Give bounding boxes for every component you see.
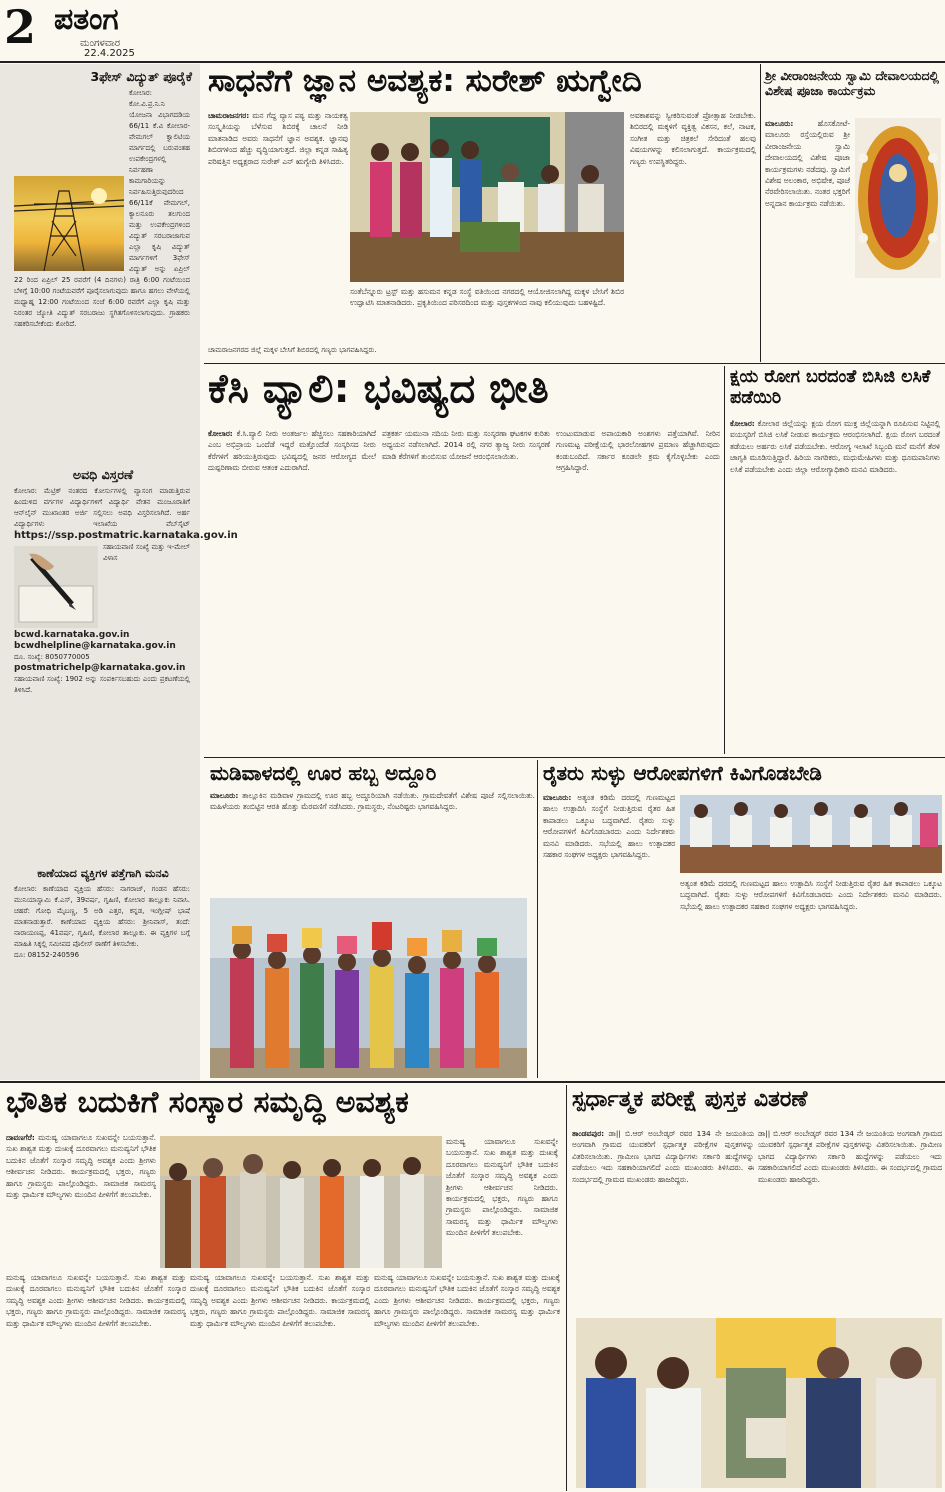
section-rule — [204, 757, 945, 758]
power-headline: 3ಫೇಸ್ ವಿದ್ಯುತ್ ಪೂರೈಕೆ — [90, 69, 192, 84]
books-col-2 — [758, 1128, 942, 1314]
deadline-phone: ದೂ. ಸಂಖ್ಯೆ: 8050770005 — [14, 653, 90, 661]
kc-col-2 — [382, 428, 550, 753]
kc-col-3 — [556, 428, 720, 753]
madivala-text: ತಾಲ್ಲೂಕಿನ ಮಡಿವಾಳ ಗ್ರಾಮದಲ್ಲಿ ಊರ ಹಬ್ಬ ಅದ್ದೂರಿಯಾಗಿ ನಡೆಯಿತು. ಗ್ರಾಮದೇವತೆಗೆ ವಿಶೇಷ ಪೂಜೆ ಸಲ್ಲಿಸಲಾಯಿತು. ಮಹಿಳೆಯರು ತಂಬಿಟ್ಟಿನ ಆರತಿ ಹೊತ್ತು ಮೆರವಣಿಗೆ ನಡೆಸಿದರು. ಗ್ರಾಮಸ್ಥರು, ನೆಂಟರಿಷ್ಟರು ಭಾಗವಹಿಸಿದ್ದರು. — [210, 791, 536, 812]
madivala-body — [210, 790, 535, 894]
farmers-col-1 — [543, 792, 675, 1077]
values-headline: ಭೌತಿಕ ಬದುಕಿಗೆ ಸಂಸ್ಕಾರ ಸಮೃದ್ಧಿ ಅವಶ್ಯಕ — [6, 1085, 409, 1120]
values-col-5 — [374, 1272, 560, 1487]
deadline-text-2: ಸಹಾಯವಾಣಿ ಸಂಖ್ಯೆ ಮತ್ತು ಇ-ಮೇಲ್ ವಿಳಾಸ — [103, 543, 190, 562]
deadline-text-3: ಸಹಾಯವಾಣಿ ಸಂಖ್ಯೆ: 1902 ಅನ್ನು ಸಂಪರ್ಕಿಸಬಹುದು ಎಂದು ಪ್ರಕಟಣೆಯಲ್ಲಿ ತಿಳಿಸಿದೆ. — [14, 675, 190, 694]
lead-photo — [350, 112, 624, 282]
lead-col-1 — [208, 110, 348, 360]
power-body — [14, 88, 190, 463]
farmers-col-2 — [680, 878, 942, 1078]
values-dateline: ದಾವಣಗೆರೆ: — [6, 1133, 35, 1142]
lead-col-2 — [350, 286, 624, 346]
lead-col1-text: ಮನ ಗೆದ್ದ ವ್ಯಾಸ ಪಠ್ಯ ಮತ್ತು ನಾಯಕತ್ವ ಸಂಸ್ಕೃತಿಯನ್ನು ಬೆಳೆಸುವ ಶಿಬಿರಕ್ಕೆ ಚಾಲನೆ ನೀಡಿ ಮಾತನಾಡಿದ ಅವರು ಸಾಧನೆಗೆ ಜ್ಞಾನ ಅವಶ್ಯಕ. ಜ್ಞಾನವು ಶಿಬಿರಗಳಿಂದ ಹೆಚ್ಚು ವೃದ್ಧಿಯಾಗುತ್ತದೆ. ಜಿಲ್ಲಾ ಕನ್ನಡ ಸಾಹಿತ್ಯ ಪರಿಷತ್ತಿನ ಅಧ್ಯಕ್ಷರಾದ ಸುರೇಶ್ ಎನ್ ಋಗ್ವೇದಿ ತಿಳಿಸಿದರು. — [208, 111, 348, 166]
madivala-dateline: ಮಾಲೂರು: — [210, 791, 239, 800]
masthead-date: 22.4.2025 — [84, 48, 135, 59]
kc-col1-text: ಕೆ.ಸಿ.ವ್ಯಾಲಿ ನೀರು ಅಂತರ್ಜಲ ಹೆಚ್ಚಿಸಲು ಸಹಕಾರಿಯಾಗಿದೆ ಎಂಬ ಅಭಿಪ್ರಾಯ ಒಂದೆಡೆ ಇದ್ದರೆ ಮತ್ತೊಂದೆಡೆ ಸಂಸ್ಕರಿಸದ ನೀರು ಕೆರೆಗಳಿಗೆ ಹರಿಯುತ್ತಿರುವುದು ಭವಿಷ್ಯದಲ್ಲಿ ಜನರ ಆರೋಗ್ಯದ ಮೇಲೆ ದುಷ್ಪರಿಣಾಮ ಬೀರುವ ಆತಂಕ ಎದುರಾಗಿದೆ. — [208, 429, 376, 473]
lead-col3-text: ಅವಕಾಶವನ್ನು ಸ್ವೀಕರಿಸುವಂತೆ ಪ್ರೋತ್ಸಾಹ ನೀಡಬೇಕು. ಶಿಬಿರದಲ್ಲಿ ಮಕ್ಕಳಿಗೆ ವ್ಯಕ್ತಿತ್ವ ವಿಕಸನ, ಕಲೆ, ನಾಟಕ, ಸಂಗೀತ ಮತ್ತು ಚಿತ್ರಕಲೆ ಸೇರಿದಂತೆ ಹಲವು ವಿಷಯಗಳನ್ನು ಕಲಿಸಲಾಗುತ್ತದೆ. ಕಾರ್ಯಕ್ರಮದಲ್ಲಿ ಗಣ್ಯರು ಉಪಸ್ಥಿತರಿದ್ದರು. — [630, 111, 756, 166]
farmers-text-2: ಅತ್ಯಂತ ಕಡಿಮೆ ದರದಲ್ಲಿ ಗುಣಮಟ್ಟದ ಹಾಲು ಉತ್ಪಾದಿಸಿ ಸಂಸ್ಥೆಗೆ ನೀಡುತ್ತಿರುವ ರೈತರ ಹಿತ ಕಾಪಾಡಲು ಒಕ್ಕೂಟ ಬದ್ಧವಾಗಿದೆ. ರೈತರು ಸುಳ್ಳು ಆರೋಪಗಳಿಗೆ ಕಿವಿಗೊಡಬಾರದು ಎಂದು ನಿರ್ದೇಶಕರು ಮನವಿ ಮಾಡಿದರು. ಸಭೆಯಲ್ಲಿ ಹಾಲು ಉತ್ಪಾದಕರ ಸಹಕಾರ ಸಂಘಗಳ ಅಧ್ಯಕ್ಷರು ಭಾಗವಹಿಸಿದ್ದರು. — [680, 879, 942, 911]
missing-headline: ಕಾಣೆಯಾದ ವ್ಯಕ್ತಿಗಳ ಪತ್ತೆಗಾಗಿ ಮನವಿ — [37, 867, 169, 880]
books-col-1 — [572, 1128, 754, 1314]
section-rule — [204, 363, 945, 364]
values-text-4: ಮನುಷ್ಯ ಯಾವಾಗಲೂ ಸುಖವನ್ನೇ ಬಯಸುತ್ತಾನೆ. ಸುಖ ಶಾಶ್ವತ ಮತ್ತು ದುಃಖಕ್ಕೆ ದೂರವಾಗಲು ಮನುಷ್ಯನಿಗೆ ಭೌತಿಕ ಬದುಕಿನ ಜೊತೆಗೆ ಸಂಸ್ಕಾರ ಸಮೃದ್ಧಿ ಅವಶ್ಯಕ ಎಂದು ಶ್ರೀಗಳು ಆಶೀರ್ವಚನ ನೀಡಿದರು. ಕಾರ್ಯಕ್ರಮದಲ್ಲಿ ಭಕ್ತರು, ಗಣ್ಯರು ಹಾಗೂ ಗ್ರಾಮಸ್ಥರು ಪಾಲ್ಗೊಂಡಿದ್ದರು. ಸಾಮಾಜಿಕ ಸಾಮರಸ್ಯ ಮತ್ತು ಧಾರ್ಮಿಕ ಮೌಲ್ಯಗಳು ಮುಂದಿನ ಪೀಳಿಗೆಗೆ ತಲುಪಬೇಕು. — [190, 1273, 370, 1328]
kc-headline: ಕೆಸಿ ವ್ಯಾಲಿ: ಭವಿಷ್ಯದ ಭೀತಿ — [208, 366, 549, 412]
missing-body — [14, 884, 190, 1074]
pen-photo — [14, 546, 98, 628]
tb-dateline: ಕೋಲಾರ: — [730, 419, 755, 428]
madivala-headline: ಮಡಿವಾಳದಲ್ಲಿ ಊರ ಹಬ್ಬ ಅದ್ದೂರಿ — [210, 761, 437, 785]
deadline-url-2[interactable]: bcwd.karnataka.gov.in — [14, 630, 130, 640]
missing-text: ಕೋಲಾರ: ಕಾಣೆಯಾದ ವ್ಯಕ್ತಿಯ ಹೆಸರು: ನಾಗರಾಜ್, ಗಂಡನ ಹೆಸರು: ಮುನಿಯಾಸ್ವಾಮಿ ಕೆ.ಎಸ್, 39ವರ್ಷ, ಗೃಹಿಣಿ, ಕೋಲಾರ ತಾಲ್ಲೂಕು ನಿವಾಸಿ. ಚಹರೆ: ಗೋಧಿ ಮೈಬಣ್ಣ, 5 ಅಡಿ ಎತ್ತರ, ಕನ್ನಡ, ಇಂಗ್ಲೀಷ್ ಭಾಷೆ ಮಾತನಾಡುತ್ತಾರೆ. ಕಾಣೆಯಾದ ವ್ಯಕ್ತಿಯ ಹೆಸರು: ಶ್ರೀನಿವಾಸ್, ತಂದೆ: ನಾರಾಯಣಪ್ಪ, 41ವರ್ಷ, ಗೃಹಿಣಿ, ಕೋಲಾರ ತಾಲ್ಲೂಕು. ಈ ವ್ಯಕ್ತಿಗಳ ಬಗ್ಗೆ ಮಾಹಿತಿ ಸಿಕ್ಕಲ್ಲಿ ಸಮೀಪದ ಪೊಲೀಸ್ ಠಾಣೆಗೆ ತಿಳಿಸಬೇಕು. — [14, 885, 190, 948]
column-rule — [760, 64, 761, 362]
values-col-3 — [6, 1272, 186, 1487]
values-col-4 — [190, 1272, 370, 1487]
lead-col2-text: ಸಂತೆಬೆನ್ನೂರು ಟ್ರಸ್ಟ್ ಮತ್ತು ಹಸುಮನ ಕನ್ನಡ ಸಂಸ್ಥೆ ವತಿಯಿಂದ ನಗರದಲ್ಲಿ ಆಯೋಜಿಸಲಾಗಿದ್ದ ಮಕ್ಕಳ ಬೇಸಿಗೆ ಶಿಬಿರ ಉದ್ಘಾಟಿಸಿ ಮಾತನಾಡಿದರು. ಪ್ರಕೃತಿಯಿಂದ ಪರಿಸರದಿಂದ ಮತ್ತು ಪುಸ್ತಕಗಳಿಂದ ನಾವು ಕಲಿಯುವುದು ಬಹಳಷ್ಟಿದೆ. — [350, 287, 624, 308]
books-text-2: ಡಾ|| ಬಿ.ಆರ್ ಅಂಬೇಡ್ಕರ್ ರವರ 134 ನೇ ಜಯಂತಿಯ ಅಂಗವಾಗಿ ಗ್ರಾಮದ ಯುವಕರಿಗೆ ಸ್ಪರ್ಧಾತ್ಮಕ ಪರೀಕ್ಷೆಗಳ ಪುಸ್ತಕಗಳನ್ನು ವಿತರಿಸಲಾಯಿತು. ಗ್ರಾಮೀಣ ಭಾಗದ ವಿದ್ಯಾರ್ಥಿಗಳು ಸರ್ಕಾರಿ ಹುದ್ದೆಗಳನ್ನು ಪಡೆಯಲು ಇದು ಸಹಕಾರಿಯಾಗಲಿದೆ ಎಂದು ಮುಖಂಡರು ತಿಳಿಸಿದರು. ಈ ಸಂದರ್ಭದಲ್ಲಿ ಗ್ರಾಮದ ಮುಖಂಡರು ಹಾಜರಿದ್ದರು. — [758, 1129, 942, 1184]
deadline-url[interactable]: https://ssp.postmatric.karnataka.gov.in — [14, 530, 238, 541]
values-text-3: ಮನುಷ್ಯ ಯಾವಾಗಲೂ ಸುಖವನ್ನೇ ಬಯಸುತ್ತಾನೆ. ಸುಖ ಶಾಶ್ವತ ಮತ್ತು ದುಃಖಕ್ಕೆ ದೂರವಾಗಲು ಮನುಷ್ಯನಿಗೆ ಭೌತಿಕ ಬದುಕಿನ ಜೊತೆಗೆ ಸಂಸ್ಕಾರ ಸಮೃದ್ಧಿ ಅವಶ್ಯಕ ಎಂದು ಶ್ರೀಗಳು ಆಶೀರ್ವಚನ ನೀಡಿದರು. ಕಾರ್ಯಕ್ರಮದಲ್ಲಿ ಭಕ್ತರು, ಗಣ್ಯರು ಹಾಗೂ ಗ್ರಾಮಸ್ಥರು ಪಾಲ್ಗೊಂಡಿದ್ದರು. ಸಾಮಾಜಿಕ ಸಾಮರಸ್ಯ ಮತ್ತು ಧಾರ್ಮಿಕ ಮೌಲ್ಯಗಳು ಮುಂದಿನ ಪೀಳಿಗೆಗೆ ತಲುಪಬೇಕು. — [6, 1273, 186, 1328]
column-rule — [537, 760, 538, 1078]
tb-text: ಕೋಲಾರ ಜಿಲ್ಲೆಯನ್ನು ಕ್ಷಯ ರೋಗ ಮುಕ್ತ ಜಿಲ್ಲೆಯನ್ನಾಗಿ ರೂಪಿಸುವ ನಿಟ್ಟಿನಲ್ಲಿ ವಯಸ್ಕರಿಗೆ ಬಿಸಿಜಿ ಲಸಿಕೆ ನೀಡುವ ಕಾರ್ಯಕ್ರಮ ಆರಂಭಿಸಲಾಗಿದೆ. ಕ್ಷಯ ರೋಗ ಬರದಂತೆ ತಡೆಯಲು ಅರ್ಹರು ಲಸಿಕೆ ಪಡೆಯಬೇಕು. ಆರೋಗ್ಯ ಇಲಾಖೆ ಸಿಬ್ಬಂದಿ ಮನೆ ಮನೆಗೆ ತೆರಳಿ ಜಾಗೃತಿ ಮೂಡಿಸುತ್ತಿದ್ದಾರೆ. ಹಿರಿಯ ನಾಗರಿಕರು, ಮಧುಮೇಹಿಗಳು ಮತ್ತು ಧೂಮಪಾನಿಗಳು ಲಸಿಕೆ ಪಡೆಯಬೇಕು ಎಂದು ಜಿಲ್ಲಾ ಆರೋಗ್ಯಾಧಿಕಾರಿ ಮನವಿ ಮಾಡಿದರು. — [730, 419, 940, 474]
column-rule — [566, 1085, 567, 1491]
lead-headline: ಸಾಧನೆಗೆ ಜ್ಞಾನ ಅವಶ್ಯಕ: ಸುರೇಶ್ ಋಗ್ವೇದಿ — [208, 63, 642, 99]
kc-col3-text: ಉಂಟುಮಾಡುವ ಅಪಾಯಕಾರಿ ಅಂಶಗಳು ಪತ್ತೆಯಾಗಿವೆ. ನೀರಿನ ಗುಣಮಟ್ಟ ಪರೀಕ್ಷೆಯಲ್ಲಿ ಭಾರಲೋಹಗಳ ಪ್ರಮಾಣ ಹೆಚ್ಚಾಗಿರುವುದು ಕಂಡುಬಂದಿದೆ. ಸರ್ಕಾರ ಕೂಡಲೇ ಕ್ರಮ ಕೈಗೊಳ್ಳಬೇಕು ಎಂದು ಆಗ್ರಹಿಸಿದ್ದಾರೆ. — [556, 429, 720, 473]
values-col-2 — [446, 1136, 558, 1268]
deadline-headline: ಅವಧಿ ವಿಸ್ತರಣೆ — [72, 467, 134, 482]
values-text-5: ಮನುಷ್ಯ ಯಾವಾಗಲೂ ಸುಖವನ್ನೇ ಬಯಸುತ್ತಾನೆ. ಸುಖ ಶಾಶ್ವತ ಮತ್ತು ದುಃಖಕ್ಕೆ ದೂರವಾಗಲು ಮನುಷ್ಯನಿಗೆ ಭೌತಿಕ ಬದುಕಿನ ಜೊತೆಗೆ ಸಂಸ್ಕಾರ ಸಮೃದ್ಧಿ ಅವಶ್ಯಕ ಎಂದು ಶ್ರೀಗಳು ಆಶೀರ್ವಚನ ನೀಡಿದರು. ಕಾರ್ಯಕ್ರಮದಲ್ಲಿ ಭಕ್ತರು, ಗಣ್ಯರು ಹಾಗೂ ಗ್ರಾಮಸ್ಥರು ಪಾಲ್ಗೊಂಡಿದ್ದರು. ಸಾಮಾಜಿಕ ಸಾಮರಸ್ಯ ಮತ್ತು ಧಾರ್ಮಿಕ ಮೌಲ್ಯಗಳು ಮುಂದಿನ ಪೀಳಿಗೆಗೆ ತಲುಪಬೇಕು. — [374, 1273, 560, 1328]
books-headline: ಸ್ಪರ್ಧಾತ್ಮಕ ಪರೀಕ್ಷೆ ಪುಸ್ತಕ ವಿತರಣೆ — [572, 1087, 808, 1112]
lead-dateline: ಚಾಮರಾಜನಗರ: — [208, 111, 250, 120]
masthead-brand: ಪತಂಗ — [54, 2, 119, 37]
temple-photo — [855, 118, 941, 278]
kc-dateline: ಕೋಲಾರ: — [208, 429, 233, 438]
values-col-1 — [6, 1132, 156, 1240]
farmers-dateline: ಮಾಲೂರು: — [543, 793, 572, 802]
power-text: ಕೋಲಾರ: ಕೋ.ವಿ.ಪ್ರ.ನಿ.ನಿ ಯೋಜನಾ ವಿಭಾಗದಡಿಯ 66/11 ಕೆ.ವಿ ಕೋಲಾರ-ವೇಮಗಲ್ ಕ್ವಾಲಿಟಿಯ ಮಾರ್ಗದಲ್ಲಿ ಬರುವಂತಹ ಉಪಕೇಂದ್ರಗಳಲ್ಲಿ ನಿರ್ವಹಣಾ ಕಾಮಗಾರಿಯನ್ನು ನಿರ್ವಹಿಸುತ್ತಿರುವುದರಿಂದ 66/11ಕೆ ವೇಮಗಲ್, ಕ್ಯಾಲನೂರು ತಲಗುಂದ ಮತ್ತು ಉಪಕೇಂದ್ರಗಳಿಂದ ವಿದ್ಯುತ್ ಸರಬರಾಜಾಗುವ ಎಲ್ಲಾ ಕೃಷಿ ವಿದ್ಯುತ್ ಮಾರ್ಗಗಳಿಗೆ 3ಫೇಸ್ ವಿದ್ಯುತ್ ಅನ್ನು ಏಪ್ರಿಲ್ 22 ರಿಂದ ಏಪ್ರಿಲ್ 25 ರವರೆಗೆ (4 ದಿನಗಳು) ರಾತ್ರಿ 6:00 ಗಂಟೆಯಿಂದ ಬೆಳಿಗ್ಗೆ 10:00 ಗಂಟೆಯವರೆಗೆ ಪೂರೈಸಲಾಗುವುದು ಹಾಗೂ ಹಗಲು ವೇಳೆಯಲ್ಲಿ ಮಧ್ಯಾಹ್ನ 12:00 ಗಂಟೆಯಿಂದ ಸಂಜೆ 6:00 ರವರೆಗೆ ಎಲ್ಲಾ ಕೃಷಿ ಮತ್ತು ನಿರಂತರ ಜ್ಯೋತಿ ವಿದ್ಯುತ್ ಸರಬರಾಜು ಸ್ಥಗಿತಗೊಳಿಸಲಾಗುವುದು. ಗ್ರಾಹಕರು ಸಹಕರಿಸಬೇಕೆಂದು ಕೋರಿದೆ. — [14, 89, 190, 328]
deadline-email-2[interactable]: postmatrichelp@karnataka.gov.in — [14, 663, 186, 673]
farmers-headline: ರೈತರು ಸುಳ್ಳು ಆರೋಪಗಳಿಗೆ ಕಿವಿಗೊಡಬೇಡಿ — [543, 761, 822, 785]
tb-body — [730, 418, 940, 753]
kc-col2-text: ಪತ್ರಕರ್ತ ಯಮುನಾ ನದಿಯ ನೀರು ಮತ್ತು ಸಂಸ್ಕರಣಾ ಘಟಕಗಳ ಕುರಿತು ಅಧ್ಯಯನ ನಡೆಸಲಾಗಿದೆ. 2014 ರಲ್ಲಿ ನಗರ ತ್ಯಾಜ್ಯ ನೀರು ಸಂಸ್ಕರಣೆ ಮಾಡಿ ಕೆರೆಗಳಿಗೆ ತುಂಬಿಸುವ ಯೋಜನೆ ಆರಂಭಿಸಲಾಯಿತು. — [382, 429, 550, 461]
deadline-email[interactable]: bcwdhelpline@karnataka.gov.in — [14, 641, 176, 651]
madivala-photo — [210, 898, 527, 1078]
temple-headline: ಶ್ರೀ ವೀರಾಂಜನೇಯ ಸ್ವಾಮಿ ದೇವಾಲಯದಲ್ಲಿ ವಿಶೇಷ ಪೂಜಾ ಕಾರ್ಯಕ್ರಮ — [765, 68, 939, 98]
deadline-text: ಕೋಲಾರ: ಮೆಟ್ರಿಕ್ ನಂತರದ ಕೋರ್ಸುಗಳಲ್ಲಿ ವ್ಯಾಸಂಗ ಮಾಡುತ್ತಿರುವ ಹಿಂದುಳಿದ ವರ್ಗಗಳ ವಿದ್ಯಾರ್ಥಿಗಳಿಗೆ ವಿದ್ಯಾರ್ಥಿ ವೇತನ ಮಂಜೂರಾತಿಗೆ ಆನ್‌ಲೈನ್ ಮುಖಾಂತರ ಅರ್ಜಿ ಸಲ್ಲಿಸಲು ಅವಧಿ ವಿಸ್ತರಿಸಲಾಗಿದೆ. ಅರ್ಹ ವಿದ್ಯಾರ್ಥಿಗಳು ಇಲಾಖೆಯ ವೆಬ್‌ಸೈಟ್ — [14, 487, 190, 528]
books-text: ಡಾ|| ಬಿ.ಆರ್ ಅಂಬೇಡ್ಕರ್ ರವರ 134 ನೇ ಜಯಂತಿಯ ಅಂಗವಾಗಿ ಗ್ರಾಮದ ಯುವಕರಿಗೆ ಸ್ಪರ್ಧಾತ್ಮಕ ಪರೀಕ್ಷೆಗಳ ಪುಸ್ತಕಗಳನ್ನು ವಿತರಿಸಲಾಯಿತು. ಗ್ರಾಮೀಣ ಭಾಗದ ವಿದ್ಯಾರ್ಥಿಗಳು ಸರ್ಕಾರಿ ಹುದ್ದೆಗಳನ್ನು ಪಡೆಯಲು ಇದು ಸಹಕಾರಿಯಾಗಲಿದೆ ಎಂದು ಮುಖಂಡರು ತಿಳಿಸಿದರು. ಈ ಸಂದರ್ಭದಲ್ಲಿ ಗ್ರಾಮದ ಮುಖಂಡರು ಹಾಜರಿದ್ದರು. — [572, 1129, 754, 1184]
values-text-2: ಮನುಷ್ಯ ಯಾವಾಗಲೂ ಸುಖವನ್ನೇ ಬಯಸುತ್ತಾನೆ. ಸುಖ ಶಾಶ್ವತ ಮತ್ತು ದುಃಖಕ್ಕೆ ದೂರವಾಗಲು ಮನುಷ್ಯನಿಗೆ ಭೌತಿಕ ಬದುಕಿನ ಜೊತೆಗೆ ಸಂಸ್ಕಾರ ಸಮೃದ್ಧಿ ಅವಶ್ಯಕ ಎಂದು ಶ್ರೀಗಳು ಆಶೀರ್ವಚನ ನೀಡಿದರು. ಕಾರ್ಯಕ್ರಮದಲ್ಲಿ ಭಕ್ತರು, ಗಣ್ಯರು ಹಾಗೂ ಗ್ರಾಮಸ್ಥರು ಪಾಲ್ಗೊಂಡಿದ್ದರು. ಸಾಮಾಜಿಕ ಸಾಮರಸ್ಯ ಮತ್ತು ಧಾರ್ಮಿಕ ಮೌಲ್ಯಗಳು ಮುಂದಿನ ಪೀಳಿಗೆಗೆ ತಲುಪಬೇಕು. — [446, 1137, 558, 1238]
kc-col-1 — [208, 428, 376, 753]
column-rule — [724, 366, 725, 754]
lead-caption: ಚಾಮರಾಜನಗರದ ಜಿಲ್ಲೆ ಮಕ್ಕಳ ಬೇಸಿಗೆ ಶಿಬಿರದಲ್ಲಿ ಗಣ್ಯರು ಭಾಗವಹಿಸಿದ್ದರು. — [208, 346, 377, 354]
books-photo — [576, 1318, 942, 1488]
temple-dateline: ಮಾಲೂರು: — [765, 119, 794, 128]
values-photo — [160, 1136, 442, 1268]
lead-col-3 — [630, 110, 756, 360]
temple-body — [765, 118, 941, 360]
section-rule — [0, 1081, 945, 1083]
missing-phone: ದೂ: 08152-240596 — [14, 951, 80, 959]
farmers-photo — [680, 795, 942, 873]
temple-text: ಹೊಸಕೋಟೆ-ಮಾಲೂರು ರಸ್ತೆಯಲ್ಲಿರುವ ಶ್ರೀ ವೀರಾಂಜನೇಯ ಸ್ವಾಮಿ ದೇವಾಲಯದಲ್ಲಿ ವಿಶೇಷ ಪೂಜಾ ಕಾರ್ಯಕ್ರಮಗಳು ನಡೆದವು. ಸ್ವಾಮಿಗೆ ವಿಶೇಷ ಅಲಂಕಾರ, ಅಭಿಷೇಕ, ಪೂಜೆ ನೆರವೇರಿಸಲಾಯಿತು. ನಂತರ ಭಕ್ತರಿಗೆ ಅನ್ನದಾನ ಕಾರ್ಯಕ್ರಮ ನಡೆಯಿತು. — [765, 119, 850, 208]
power-tower-photo — [14, 176, 124, 271]
values-text: ಮನುಷ್ಯ ಯಾವಾಗಲೂ ಸುಖವನ್ನೇ ಬಯಸುತ್ತಾನೆ. ಸುಖ ಶಾಶ್ವತ ಮತ್ತು ದುಃಖಕ್ಕೆ ದೂರವಾಗಲು ಮನುಷ್ಯನಿಗೆ ಭೌತಿಕ ಬದುಕಿನ ಜೊತೆಗೆ ಸಂಸ್ಕಾರ ಸಮೃದ್ಧಿ ಅವಶ್ಯಕ ಎಂದು ಶ್ರೀಗಳು ಆಶೀರ್ವಚನ ನೀಡಿದರು. ಕಾರ್ಯಕ್ರಮದಲ್ಲಿ ಭಕ್ತರು, ಗಣ್ಯರು ಹಾಗೂ ಗ್ರಾಮಸ್ಥರು ಪಾಲ್ಗೊಂಡಿದ್ದರು. ಸಾಮಾಜಿಕ ಸಾಮರಸ್ಯ ಮತ್ತು ಧಾರ್ಮಿಕ ಮೌಲ್ಯಗಳು ಮುಂದಿನ ಪೀಳಿಗೆಗೆ ತಲುಪಬೇಕು. — [6, 1133, 156, 1200]
farmers-text: ಅತ್ಯಂತ ಕಡಿಮೆ ದರದಲ್ಲಿ ಗುಣಮಟ್ಟದ ಹಾಲು ಉತ್ಪಾದಿಸಿ ಸಂಸ್ಥೆಗೆ ನೀಡುತ್ತಿರುವ ರೈತರ ಹಿತ ಕಾಪಾಡಲು ಒಕ್ಕೂಟ ಬದ್ಧವಾಗಿದೆ. ರೈತರು ಸುಳ್ಳು ಆರೋಪಗಳಿಗೆ ಕಿವಿಗೊಡಬಾರದು ಎಂದು ನಿರ್ದೇಶಕರು ಮನವಿ ಮಾಡಿದರು. ಸಭೆಯಲ್ಲಿ ಹಾಲು ಉತ್ಪಾದಕರ ಸಹಕಾರ ಸಂಘಗಳ ಅಧ್ಯಕ್ಷರು ಭಾಗವಹಿಸಿದ್ದರು. — [543, 793, 675, 860]
books-dateline: ತಾಂಡವಪುರ: — [572, 1129, 605, 1138]
page-number: 2 — [4, 0, 37, 54]
masthead-day: ಮಂಗಳವಾರ — [80, 38, 121, 49]
tb-headline: ಕ್ಷಯ ರೋಗ ಬರದಂತೆ ಬಿಸಿಜಿ ಲಸಿಕೆ ಪಡೆಯಿರಿ — [730, 367, 931, 408]
